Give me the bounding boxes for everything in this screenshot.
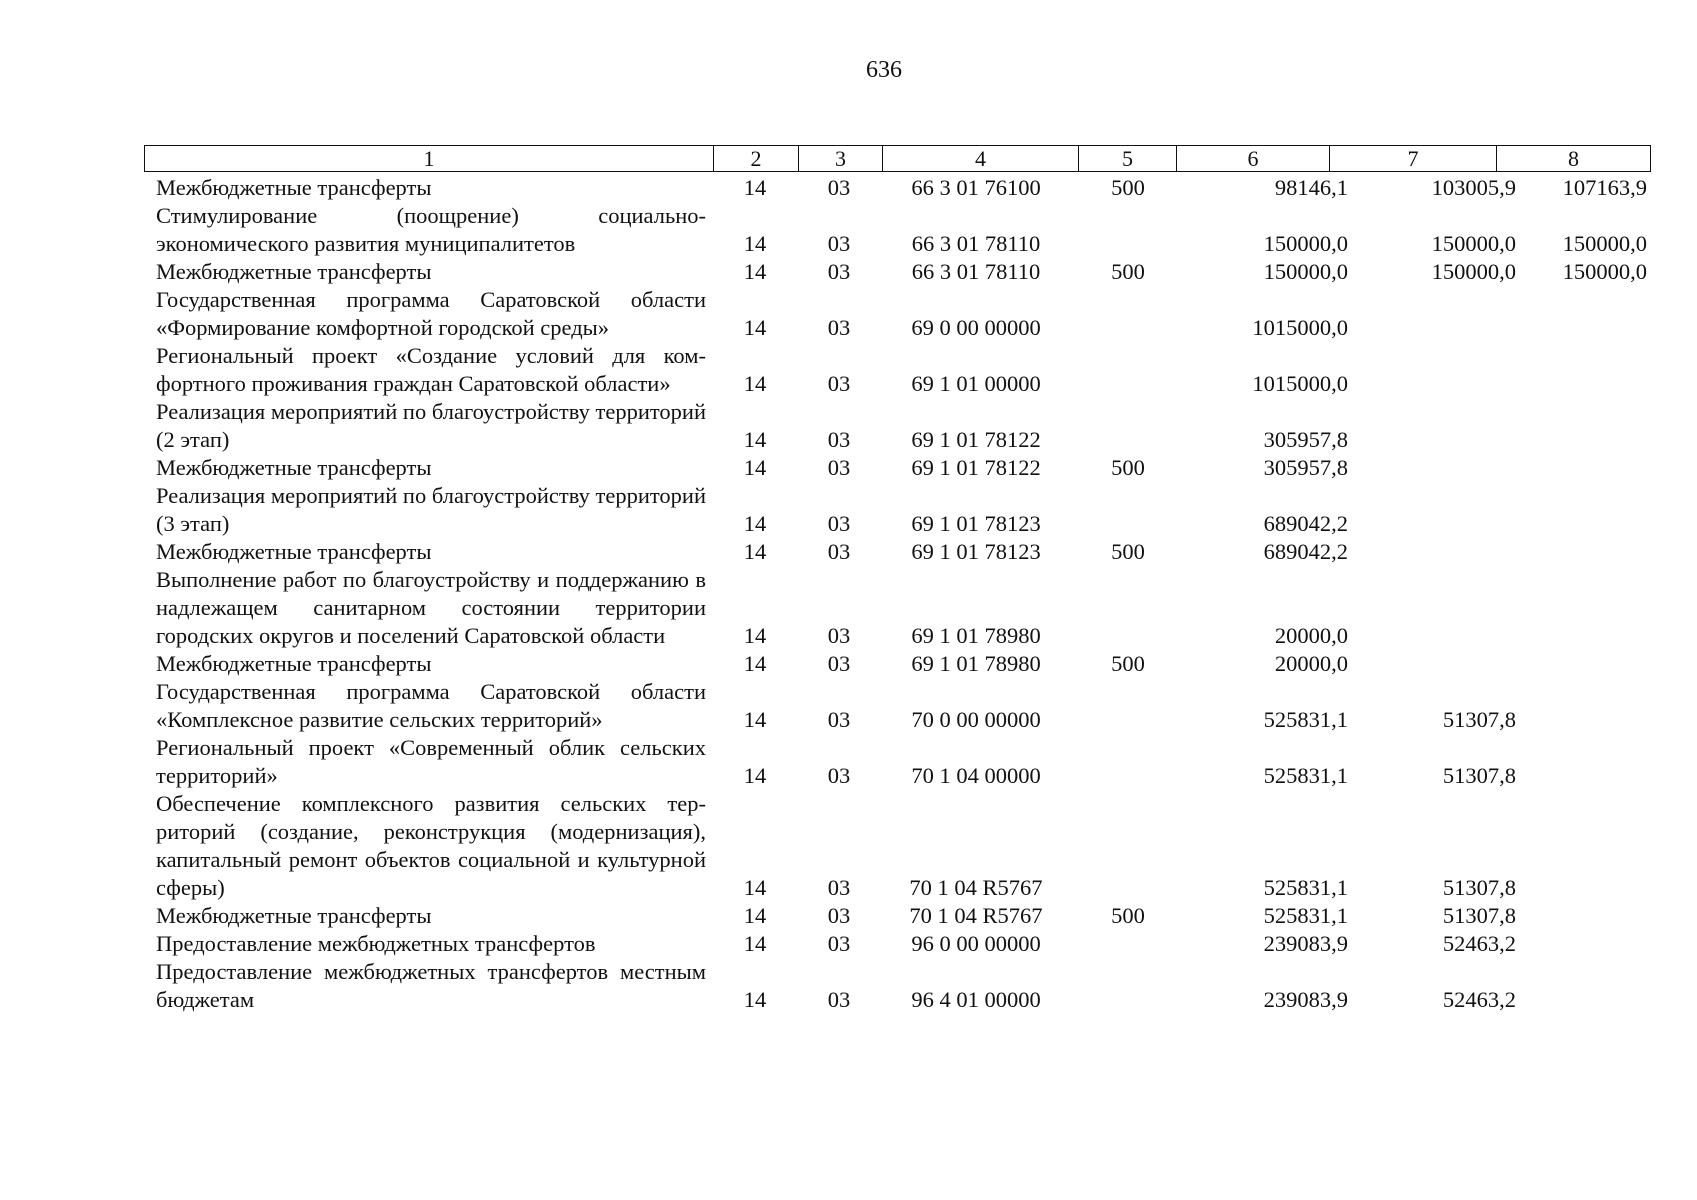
- amount-col-6: 150000,0: [1263, 259, 1348, 284]
- amount-col-7: 51307,8: [1442, 763, 1516, 788]
- amount-col-6: 1015000,0: [1252, 371, 1348, 396]
- subsection-code: 03: [827, 903, 851, 928]
- section-code: 14: [743, 651, 767, 676]
- amount-col-7: 150000,0: [1431, 259, 1516, 284]
- table-row: [144, 678, 1656, 734]
- page-number: 636: [866, 57, 902, 83]
- column-header-6: 6: [1177, 146, 1330, 172]
- target-article-code: 66 3 01 76100: [911, 175, 1041, 200]
- target-article-code: 66 3 01 78110: [911, 231, 1041, 256]
- section-code: 14: [743, 231, 767, 256]
- subsection-code: 03: [827, 511, 851, 536]
- column-header-5: 5: [1079, 146, 1177, 172]
- target-article-code: 70 0 00 00000: [911, 707, 1041, 732]
- subsection-code: 03: [827, 875, 851, 900]
- table-row: [144, 538, 1656, 566]
- table-row: [144, 398, 1656, 454]
- target-article-code: 69 0 00 00000: [911, 315, 1041, 340]
- table-row: [144, 902, 1656, 930]
- table-row: [144, 734, 1656, 790]
- amount-col-7: 51307,8: [1442, 875, 1516, 900]
- section-code: 14: [743, 371, 767, 396]
- subsection-code: 03: [827, 707, 851, 732]
- expense-type-code: 500: [1111, 651, 1145, 676]
- expense-type-code: 500: [1111, 903, 1145, 928]
- amount-col-7: 51307,8: [1442, 707, 1516, 732]
- row-description: Государственная программа Саратовской области «Комплексное развитие сельских территорий»: [156, 679, 706, 732]
- row-description: Предоставление межбюджетных трансфертов: [156, 931, 596, 956]
- row-description: Реализация мероприятий по благоустройству территорий (2 этап): [156, 399, 706, 452]
- section-code: 14: [743, 763, 767, 788]
- amount-col-7: 51307,8: [1442, 903, 1516, 928]
- subsection-code: 03: [827, 371, 851, 396]
- subsection-code: 03: [827, 987, 851, 1012]
- budget-table-body: [144, 174, 1656, 1014]
- section-code: 14: [743, 511, 767, 536]
- amount-col-6: 1015000,0: [1252, 315, 1348, 340]
- expense-type-code: 500: [1111, 539, 1145, 564]
- subsection-code: 03: [827, 623, 851, 648]
- subsection-code: 03: [827, 231, 851, 256]
- table-row: [144, 482, 1656, 538]
- table-row: [144, 258, 1656, 286]
- target-article-code: 66 3 01 78110: [911, 259, 1041, 284]
- subsection-code: 03: [827, 931, 851, 956]
- row-description: Региональный проект «Создание условий для комфортного проживания граждан Саратовской области»: [156, 343, 706, 396]
- subsection-code: 03: [827, 763, 851, 788]
- subsection-code: 03: [827, 315, 851, 340]
- amount-col-6: 20000,0: [1274, 623, 1348, 648]
- section-code: 14: [743, 707, 767, 732]
- amount-col-7: 52463,2: [1442, 931, 1516, 956]
- row-description: Межбюджетные трансферты: [156, 455, 432, 480]
- expense-type-code: 500: [1111, 455, 1145, 480]
- section-code: 14: [743, 427, 767, 452]
- row-description: Реализация мероприятий по благоустройству территорий (3 этап): [156, 483, 706, 536]
- target-article-code: 96 4 01 00000: [911, 987, 1041, 1012]
- amount-col-8: 150000,0: [1562, 259, 1647, 284]
- amount-col-7: 103005,9: [1431, 175, 1516, 200]
- target-article-code: 70 1 04 00000: [911, 763, 1041, 788]
- table-row: [144, 790, 1656, 902]
- table-row: [144, 342, 1656, 398]
- section-code: 14: [743, 259, 767, 284]
- amount-col-6: 239083,9: [1263, 931, 1348, 956]
- expense-type-code: 500: [1111, 175, 1145, 200]
- subsection-code: 03: [827, 455, 851, 480]
- target-article-code: 69 1 01 78122: [911, 427, 1041, 452]
- section-code: 14: [743, 455, 767, 480]
- amount-col-6: 20000,0: [1274, 651, 1348, 676]
- row-description: Обеспечение комплексного развития сельских территорий (создание, реконструкция (модернизация), капитальный ремонт объектов социальной и культурной сферы): [156, 791, 706, 900]
- column-header-4: 4: [883, 146, 1079, 172]
- row-description: Предоставление межбюджетных трансфертов местным бюджетам: [156, 959, 706, 1012]
- amount-col-8: 107163,9: [1562, 175, 1647, 200]
- section-code: 14: [743, 931, 767, 956]
- column-header-8: 8: [1497, 146, 1651, 172]
- amount-col-8: 150000,0: [1562, 231, 1647, 256]
- column-header-1: 1: [145, 146, 714, 172]
- row-description: Выполнение работ по благоустройству и поддержанию в надлежащем санитарном состоянии территории городских округов и поселений Саратовской области: [156, 567, 706, 648]
- target-article-code: 70 1 04 R5767: [909, 903, 1043, 928]
- target-article-code: 69 1 01 78122: [911, 455, 1041, 480]
- section-code: 14: [743, 903, 767, 928]
- row-description: Межбюджетные трансферты: [156, 903, 432, 928]
- section-code: 14: [743, 623, 767, 648]
- table-row: [144, 202, 1656, 258]
- target-article-code: 69 1 01 78123: [911, 511, 1041, 536]
- row-description: Межбюджетные трансферты: [156, 539, 432, 564]
- row-description: Государственная программа Саратовской области «Формирование комфортной городской среды»: [156, 287, 706, 340]
- row-description: Межбюджетные трансферты: [156, 175, 432, 200]
- section-code: 14: [743, 539, 767, 564]
- table-row: [144, 454, 1656, 482]
- amount-col-6: 525831,1: [1263, 763, 1348, 788]
- column-header-table: [144, 145, 1651, 172]
- amount-col-6: 150000,0: [1263, 231, 1348, 256]
- amount-col-6: 305957,8: [1263, 427, 1348, 452]
- header-row: [145, 146, 1651, 172]
- table-row: [144, 566, 1656, 650]
- section-code: 14: [743, 175, 767, 200]
- target-article-code: 69 1 01 78980: [911, 651, 1041, 676]
- amount-col-6: 305957,8: [1263, 455, 1348, 480]
- table-row: [144, 958, 1656, 1014]
- section-code: 14: [743, 987, 767, 1012]
- amount-col-6: 239083,9: [1263, 987, 1348, 1012]
- table-row: [144, 930, 1656, 958]
- subsection-code: 03: [827, 259, 851, 284]
- section-code: 14: [743, 875, 767, 900]
- table-row: [144, 650, 1656, 678]
- row-description: Межбюджетные трансферты: [156, 651, 432, 676]
- column-header-7: 7: [1330, 146, 1497, 172]
- amount-col-6: 525831,1: [1263, 707, 1348, 732]
- subsection-code: 03: [827, 175, 851, 200]
- target-article-code: 70 1 04 R5767: [909, 875, 1043, 900]
- amount-col-6: 525831,1: [1263, 875, 1348, 900]
- row-description: Региональный проект «Современный облик сельских территорий»: [156, 735, 706, 788]
- column-header-2: 2: [714, 146, 799, 172]
- target-article-code: 69 1 01 78123: [911, 539, 1041, 564]
- amount-col-7: 52463,2: [1442, 987, 1516, 1012]
- amount-col-6: 689042,2: [1263, 539, 1348, 564]
- row-description: Межбюджетные трансферты: [156, 259, 432, 284]
- column-header-3: 3: [799, 146, 883, 172]
- row-description: Стимулирование (поощрение) социально-экономического развития муниципалитетов: [156, 203, 706, 256]
- subsection-code: 03: [827, 651, 851, 676]
- amount-col-7: 150000,0: [1431, 231, 1516, 256]
- table-row: [144, 174, 1656, 202]
- amount-col-6: 689042,2: [1263, 511, 1348, 536]
- amount-col-6: 525831,1: [1263, 903, 1348, 928]
- target-article-code: 69 1 01 00000: [911, 371, 1041, 396]
- target-article-code: 69 1 01 78980: [911, 623, 1041, 648]
- amount-col-6: 98146,1: [1274, 175, 1348, 200]
- subsection-code: 03: [827, 539, 851, 564]
- target-article-code: 96 0 00 00000: [911, 931, 1041, 956]
- table-row: [144, 286, 1656, 342]
- section-code: 14: [743, 315, 767, 340]
- subsection-code: 03: [827, 427, 851, 452]
- expense-type-code: 500: [1111, 259, 1145, 284]
